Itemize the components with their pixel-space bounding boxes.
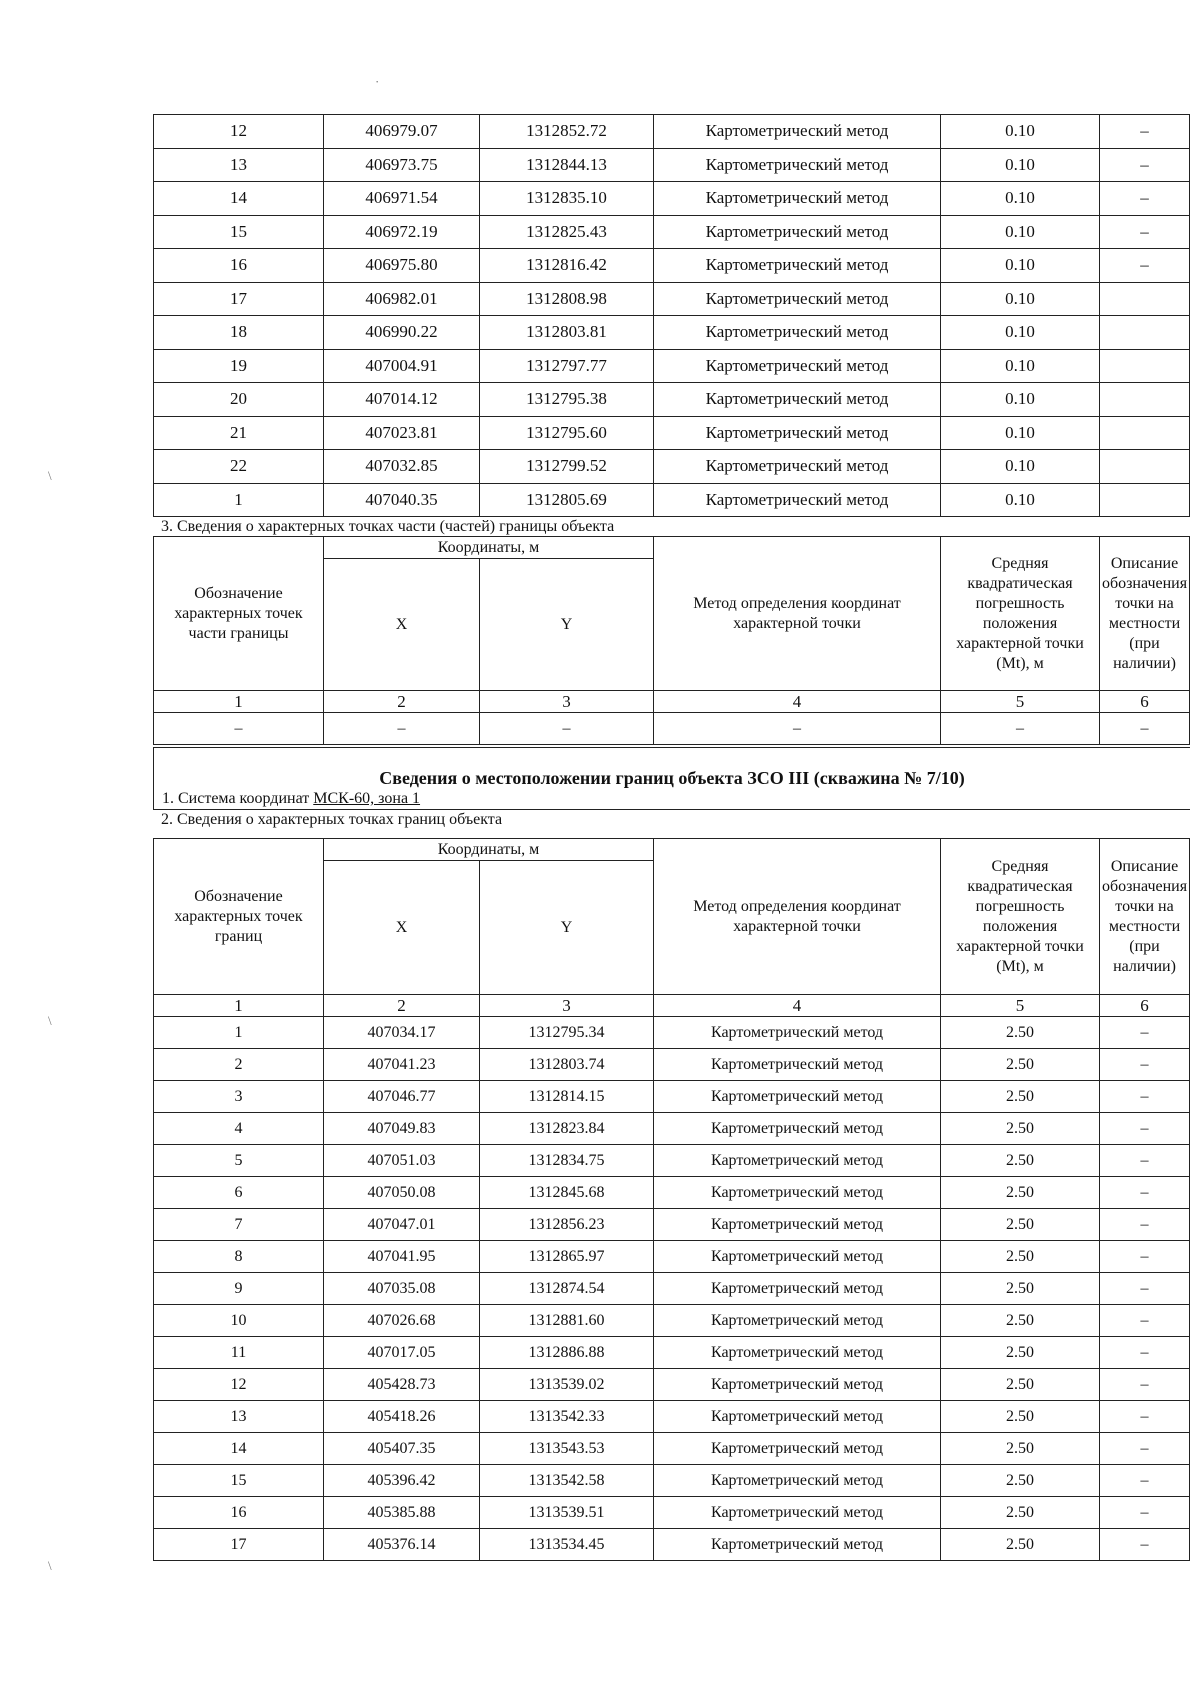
part-points-caption: 3. Сведения о характерных точках части (частей) границы объекта	[161, 518, 615, 535]
description-cell: –	[1100, 1433, 1190, 1465]
mean-error-cell: 0.10	[941, 483, 1100, 517]
header-mean-error	[941, 537, 1100, 691]
zso-table-body	[154, 1017, 1190, 1561]
point-number-cell: 20	[154, 383, 324, 417]
x-coordinate-cell: 407049.83	[324, 1113, 480, 1145]
y-coordinate-cell: 1312795.34	[480, 1017, 654, 1049]
method-cell: Картометрический метод	[654, 249, 941, 283]
point-number-cell: 10	[154, 1305, 324, 1337]
mean-error-cell: 2.50	[941, 1305, 1100, 1337]
table-row	[154, 282, 1190, 316]
y-coordinate-cell: 1313534.45	[480, 1529, 654, 1561]
table-row	[154, 115, 1190, 149]
y-coordinate-cell: 1313539.51	[480, 1497, 654, 1529]
mean-error-cell: 2.50	[941, 1273, 1100, 1305]
description-cell: –	[1100, 1529, 1190, 1561]
x-coordinate-cell: 407034.17	[324, 1017, 480, 1049]
description-cell: –	[1100, 1465, 1190, 1497]
point-number-cell: 2	[154, 1049, 324, 1081]
column-number-cell: 6	[1100, 995, 1190, 1017]
table-row	[154, 349, 1190, 383]
y-coordinate-cell: 1312845.68	[480, 1177, 654, 1209]
column-number-cell: 2	[324, 691, 480, 713]
description-cell: –	[1100, 1497, 1190, 1529]
empty-cell: –	[480, 713, 654, 745]
method-cell: Картометрический метод	[654, 416, 941, 450]
point-number-cell: 1	[154, 483, 324, 517]
method-cell: Картометрический метод	[654, 349, 941, 383]
column-number-cell: 1	[154, 691, 324, 713]
zso-boundary-points-table	[153, 838, 1190, 1561]
table-row	[154, 416, 1190, 450]
method-cell: Картометрический метод	[654, 215, 941, 249]
y-coordinate-cell: 1312805.69	[480, 483, 654, 517]
method-cell: Картометрический метод	[654, 282, 941, 316]
description-cell	[1100, 349, 1190, 383]
method-cell: Картометрический метод	[654, 1337, 941, 1369]
point-number-cell: 6	[154, 1177, 324, 1209]
method-cell: Картометрический метод	[654, 316, 941, 350]
y-coordinate-cell: 1312825.43	[480, 215, 654, 249]
x-coordinate-cell: 406973.75	[324, 148, 480, 182]
column-number-cell: 1	[154, 995, 324, 1017]
column-number-cell: 4	[654, 691, 941, 713]
y-coordinate-cell: 1312835.10	[480, 182, 654, 216]
mean-error-cell: 0.10	[941, 215, 1100, 249]
y-coordinate-cell: 1313539.02	[480, 1369, 654, 1401]
y-coordinate-cell: 1312823.84	[480, 1113, 654, 1145]
point-number-cell: 14	[154, 1433, 324, 1465]
mean-error-cell: 2.50	[941, 1177, 1100, 1209]
header-point-designation: Обозначение характерных точек границ	[154, 839, 324, 995]
divider	[154, 809, 1190, 810]
table-row	[154, 1369, 1190, 1401]
x-coordinate-cell: 405418.26	[324, 1401, 480, 1433]
description-cell: –	[1100, 1401, 1190, 1433]
method-cell: Картометрический метод	[654, 1145, 941, 1177]
table-row	[154, 1049, 1190, 1081]
x-coordinate-cell: 407023.81	[324, 416, 480, 450]
mean-error-cell: 2.50	[941, 1433, 1100, 1465]
point-number-cell: 19	[154, 349, 324, 383]
description-cell	[1100, 282, 1190, 316]
point-number-cell: 22	[154, 450, 324, 484]
mean-error-cell: 2.50	[941, 1529, 1100, 1561]
mean-error-cell: 0.10	[941, 450, 1100, 484]
mean-error-cell: 2.50	[941, 1241, 1100, 1273]
y-coordinate-cell: 1312881.60	[480, 1305, 654, 1337]
mean-error-cell: 2.50	[941, 1017, 1100, 1049]
zso-section-title: Сведения о местоположении границ объекта ЗСО III (скважина № 7/10)	[379, 768, 965, 788]
header-coordinates: Координаты, м	[324, 839, 654, 861]
zso-points-caption: 2. Сведения о характерных точках границ объекта	[161, 811, 503, 828]
y-coordinate-cell: 1312799.52	[480, 450, 654, 484]
table-row	[154, 1497, 1190, 1529]
y-coordinate-cell: 1313543.53	[480, 1433, 654, 1465]
table-row	[154, 249, 1190, 283]
y-coordinate-cell: 1312814.15	[480, 1081, 654, 1113]
point-number-cell: 15	[154, 215, 324, 249]
mean-error-cell: 0.10	[941, 182, 1100, 216]
method-cell: Картометрический метод	[654, 1497, 941, 1529]
description-cell: –	[1100, 1305, 1190, 1337]
point-number-cell: 15	[154, 1465, 324, 1497]
description-cell: –	[1100, 1049, 1190, 1081]
column-number-row	[154, 995, 1190, 1017]
header-x: X	[324, 861, 480, 995]
method-cell: Картометрический метод	[654, 1465, 941, 1497]
table-row	[154, 383, 1190, 417]
point-number-cell: 17	[154, 1529, 324, 1561]
point-number-cell: 21	[154, 416, 324, 450]
x-coordinate-cell: 407051.03	[324, 1145, 480, 1177]
x-coordinate-cell: 406975.80	[324, 249, 480, 283]
point-number-cell: 16	[154, 1497, 324, 1529]
empty-data-row	[154, 713, 1190, 745]
x-coordinate-cell: 407050.08	[324, 1177, 480, 1209]
x-coordinate-cell: 407046.77	[324, 1081, 480, 1113]
method-cell: Картометрический метод	[654, 1017, 941, 1049]
method-cell: Картометрический метод	[654, 1049, 941, 1081]
method-cell: Картометрический метод	[654, 1369, 941, 1401]
boundary-points-table-body	[154, 115, 1190, 517]
x-coordinate-cell: 405428.73	[324, 1369, 480, 1401]
y-coordinate-cell: 1312808.98	[480, 282, 654, 316]
boundary-points-table-continued	[153, 114, 1190, 517]
method-cell: Картометрический метод	[654, 1273, 941, 1305]
table-row	[154, 1113, 1190, 1145]
method-cell: Картометрический метод	[654, 1081, 941, 1113]
x-coordinate-cell: 407014.12	[324, 383, 480, 417]
point-number-cell: 4	[154, 1113, 324, 1145]
empty-cell: –	[941, 713, 1100, 745]
description-cell: –	[1100, 1017, 1190, 1049]
y-coordinate-cell: 1312856.23	[480, 1209, 654, 1241]
point-number-cell: 12	[154, 1369, 324, 1401]
description-cell	[1100, 416, 1190, 450]
mean-error-cell: 2.50	[941, 1497, 1100, 1529]
point-number-cell: 14	[154, 182, 324, 216]
x-coordinate-cell: 405396.42	[324, 1465, 480, 1497]
empty-cell: –	[154, 713, 324, 745]
coord-system-line	[162, 790, 420, 808]
method-cell: Картометрический метод	[654, 1177, 941, 1209]
mean-error-cell: 2.50	[941, 1113, 1100, 1145]
header-y: Y	[480, 861, 654, 995]
description-cell	[1100, 316, 1190, 350]
zso-section-block	[153, 747, 1190, 810]
description-cell: –	[1100, 1209, 1190, 1241]
mean-error-cell: 0.10	[941, 148, 1100, 182]
table-row	[154, 1305, 1190, 1337]
empty-cell: –	[654, 713, 941, 745]
header-x: X	[324, 559, 480, 691]
header-method: Метод определения координат характерной точки	[654, 537, 941, 691]
mean-error-cell: 2.50	[941, 1145, 1100, 1177]
mean-error-cell: 0.10	[941, 383, 1100, 417]
x-coordinate-cell: 407041.23	[324, 1049, 480, 1081]
x-coordinate-cell: 407040.35	[324, 483, 480, 517]
x-coordinate-cell: 407032.85	[324, 450, 480, 484]
description-cell: –	[1100, 1273, 1190, 1305]
description-cell: –	[1100, 182, 1190, 216]
method-cell: Картометрический метод	[654, 182, 941, 216]
mean-error-cell: 0.10	[941, 316, 1100, 350]
column-number-cell: 5	[941, 691, 1100, 713]
x-coordinate-cell: 407004.91	[324, 349, 480, 383]
header-description: Описание обозначения точки на местности (при наличии)	[1100, 839, 1190, 995]
point-number-cell: 13	[154, 1401, 324, 1433]
x-coordinate-cell: 406979.07	[324, 115, 480, 149]
column-number-cell: 6	[1100, 691, 1190, 713]
x-coordinate-cell: 406972.19	[324, 215, 480, 249]
point-number-cell: 8	[154, 1241, 324, 1273]
header-y: Y	[480, 559, 654, 691]
point-number-cell: 1	[154, 1017, 324, 1049]
header-point-designation: Обозначение характерных точек части границы	[154, 537, 324, 691]
scan-speck: ·	[375, 74, 380, 89]
empty-cell: –	[324, 713, 480, 745]
y-coordinate-cell: 1312874.54	[480, 1273, 654, 1305]
header-description: Описание обозначения точки на местности (при наличии)	[1100, 537, 1190, 691]
method-cell: Картометрический метод	[654, 1529, 941, 1561]
x-coordinate-cell: 406971.54	[324, 182, 480, 216]
column-number-cell: 3	[480, 995, 654, 1017]
x-coordinate-cell: 405385.88	[324, 1497, 480, 1529]
description-cell: –	[1100, 1177, 1190, 1209]
table-row	[154, 1241, 1190, 1273]
table-row	[154, 1081, 1190, 1113]
method-cell: Картометрический метод	[654, 1209, 941, 1241]
column-number-cell: 5	[941, 995, 1100, 1017]
table-row	[154, 1209, 1190, 1241]
mean-error-cell: 2.50	[941, 1337, 1100, 1369]
table-row	[154, 1465, 1190, 1497]
table-row	[154, 450, 1190, 484]
description-cell	[1100, 383, 1190, 417]
method-cell: Картометрический метод	[654, 1305, 941, 1337]
y-coordinate-cell: 1312795.60	[480, 416, 654, 450]
x-coordinate-cell: 405376.14	[324, 1529, 480, 1561]
table-row	[154, 483, 1190, 517]
method-cell: Картометрический метод	[654, 1113, 941, 1145]
x-coordinate-cell: 407017.05	[324, 1337, 480, 1369]
x-coordinate-cell: 406990.22	[324, 316, 480, 350]
mean-error-cell: 0.10	[941, 416, 1100, 450]
method-cell: Картометрический метод	[654, 148, 941, 182]
mean-error-cell: 2.50	[941, 1081, 1100, 1113]
empty-cell: –	[1100, 713, 1190, 745]
mean-error-cell: 0.10	[941, 349, 1100, 383]
point-number-cell: 3	[154, 1081, 324, 1113]
description-cell: –	[1100, 1113, 1190, 1145]
column-number-cell: 4	[654, 995, 941, 1017]
description-cell: –	[1100, 1241, 1190, 1273]
table-row	[154, 1401, 1190, 1433]
y-coordinate-cell: 1312803.74	[480, 1049, 654, 1081]
y-coordinate-cell: 1312795.38	[480, 383, 654, 417]
description-cell: –	[1100, 215, 1190, 249]
table-row	[154, 1177, 1190, 1209]
x-coordinate-cell: 407047.01	[324, 1209, 480, 1241]
table-row	[154, 1529, 1190, 1561]
y-coordinate-cell: 1312803.81	[480, 316, 654, 350]
description-cell: –	[1100, 249, 1190, 283]
y-coordinate-cell: 1312852.72	[480, 115, 654, 149]
header-method: Метод определения координат характерной точки	[654, 839, 941, 995]
description-cell: –	[1100, 1369, 1190, 1401]
point-number-cell: 16	[154, 249, 324, 283]
mean-error-cell: 0.10	[941, 249, 1100, 283]
method-cell: Картометрический метод	[654, 450, 941, 484]
method-cell: Картометрический метод	[654, 483, 941, 517]
point-number-cell: 11	[154, 1337, 324, 1369]
method-cell: Картометрический метод	[654, 383, 941, 417]
point-number-cell: 13	[154, 148, 324, 182]
y-coordinate-cell: 1312797.77	[480, 349, 654, 383]
description-cell	[1100, 483, 1190, 517]
table-row	[154, 1017, 1190, 1049]
description-cell: –	[1100, 1145, 1190, 1177]
table-row	[154, 215, 1190, 249]
header-coordinates: Координаты, м	[324, 537, 654, 559]
mean-error-cell: 2.50	[941, 1209, 1100, 1241]
description-cell: –	[1100, 1337, 1190, 1369]
mean-error-cell: 2.50	[941, 1401, 1100, 1433]
y-coordinate-cell: 1312834.75	[480, 1145, 654, 1177]
point-number-cell: 17	[154, 282, 324, 316]
method-cell: Картометрический метод	[654, 1241, 941, 1273]
method-cell: Картометрический метод	[654, 1401, 941, 1433]
point-number-cell: 5	[154, 1145, 324, 1177]
description-cell: –	[1100, 1081, 1190, 1113]
y-coordinate-cell: 1313542.58	[480, 1465, 654, 1497]
table-row	[154, 148, 1190, 182]
table-row	[154, 316, 1190, 350]
part-points-table	[153, 536, 1190, 745]
description-cell	[1100, 450, 1190, 484]
point-number-cell: 18	[154, 316, 324, 350]
mean-error-cell: 2.50	[941, 1049, 1100, 1081]
point-number-cell: 7	[154, 1209, 324, 1241]
scan-speck: \	[48, 468, 52, 483]
description-cell: –	[1100, 148, 1190, 182]
point-number-cell: 9	[154, 1273, 324, 1305]
column-number-cell: 3	[480, 691, 654, 713]
mean-error-cell: 0.10	[941, 115, 1100, 149]
header-mean-error-text: Средняя квадратическая погрешность положения характерной точки (Mt), м	[956, 857, 1084, 975]
method-cell: Картометрический метод	[654, 115, 941, 149]
table-row	[154, 1433, 1190, 1465]
y-coordinate-cell: 1312886.88	[480, 1337, 654, 1369]
y-coordinate-cell: 1312865.97	[480, 1241, 654, 1273]
column-number-row	[154, 691, 1190, 713]
coord-system-label: 1. Система координат	[162, 790, 310, 807]
header-mean-error	[941, 839, 1100, 995]
x-coordinate-cell: 406982.01	[324, 282, 480, 316]
coord-system-value: МСК-60, зона 1	[313, 790, 421, 807]
scan-speck: \	[48, 1013, 52, 1028]
table-row	[154, 1337, 1190, 1369]
column-number-cell: 2	[324, 995, 480, 1017]
scan-speck: \	[48, 1558, 52, 1573]
table-row	[154, 182, 1190, 216]
x-coordinate-cell: 407026.68	[324, 1305, 480, 1337]
y-coordinate-cell: 1312844.13	[480, 148, 654, 182]
point-number-cell: 12	[154, 115, 324, 149]
header-mean-error-text: Средняя квадратическая погрешность положения характерной точки (Mt), м	[956, 554, 1084, 672]
mean-error-cell: 2.50	[941, 1465, 1100, 1497]
description-cell: –	[1100, 115, 1190, 149]
mean-error-cell: 2.50	[941, 1369, 1100, 1401]
mean-error-cell: 0.10	[941, 282, 1100, 316]
x-coordinate-cell: 405407.35	[324, 1433, 480, 1465]
y-coordinate-cell: 1313542.33	[480, 1401, 654, 1433]
y-coordinate-cell: 1312816.42	[480, 249, 654, 283]
x-coordinate-cell: 407041.95	[324, 1241, 480, 1273]
x-coordinate-cell: 407035.08	[324, 1273, 480, 1305]
table-row	[154, 1273, 1190, 1305]
method-cell: Картометрический метод	[654, 1433, 941, 1465]
table-row	[154, 1145, 1190, 1177]
